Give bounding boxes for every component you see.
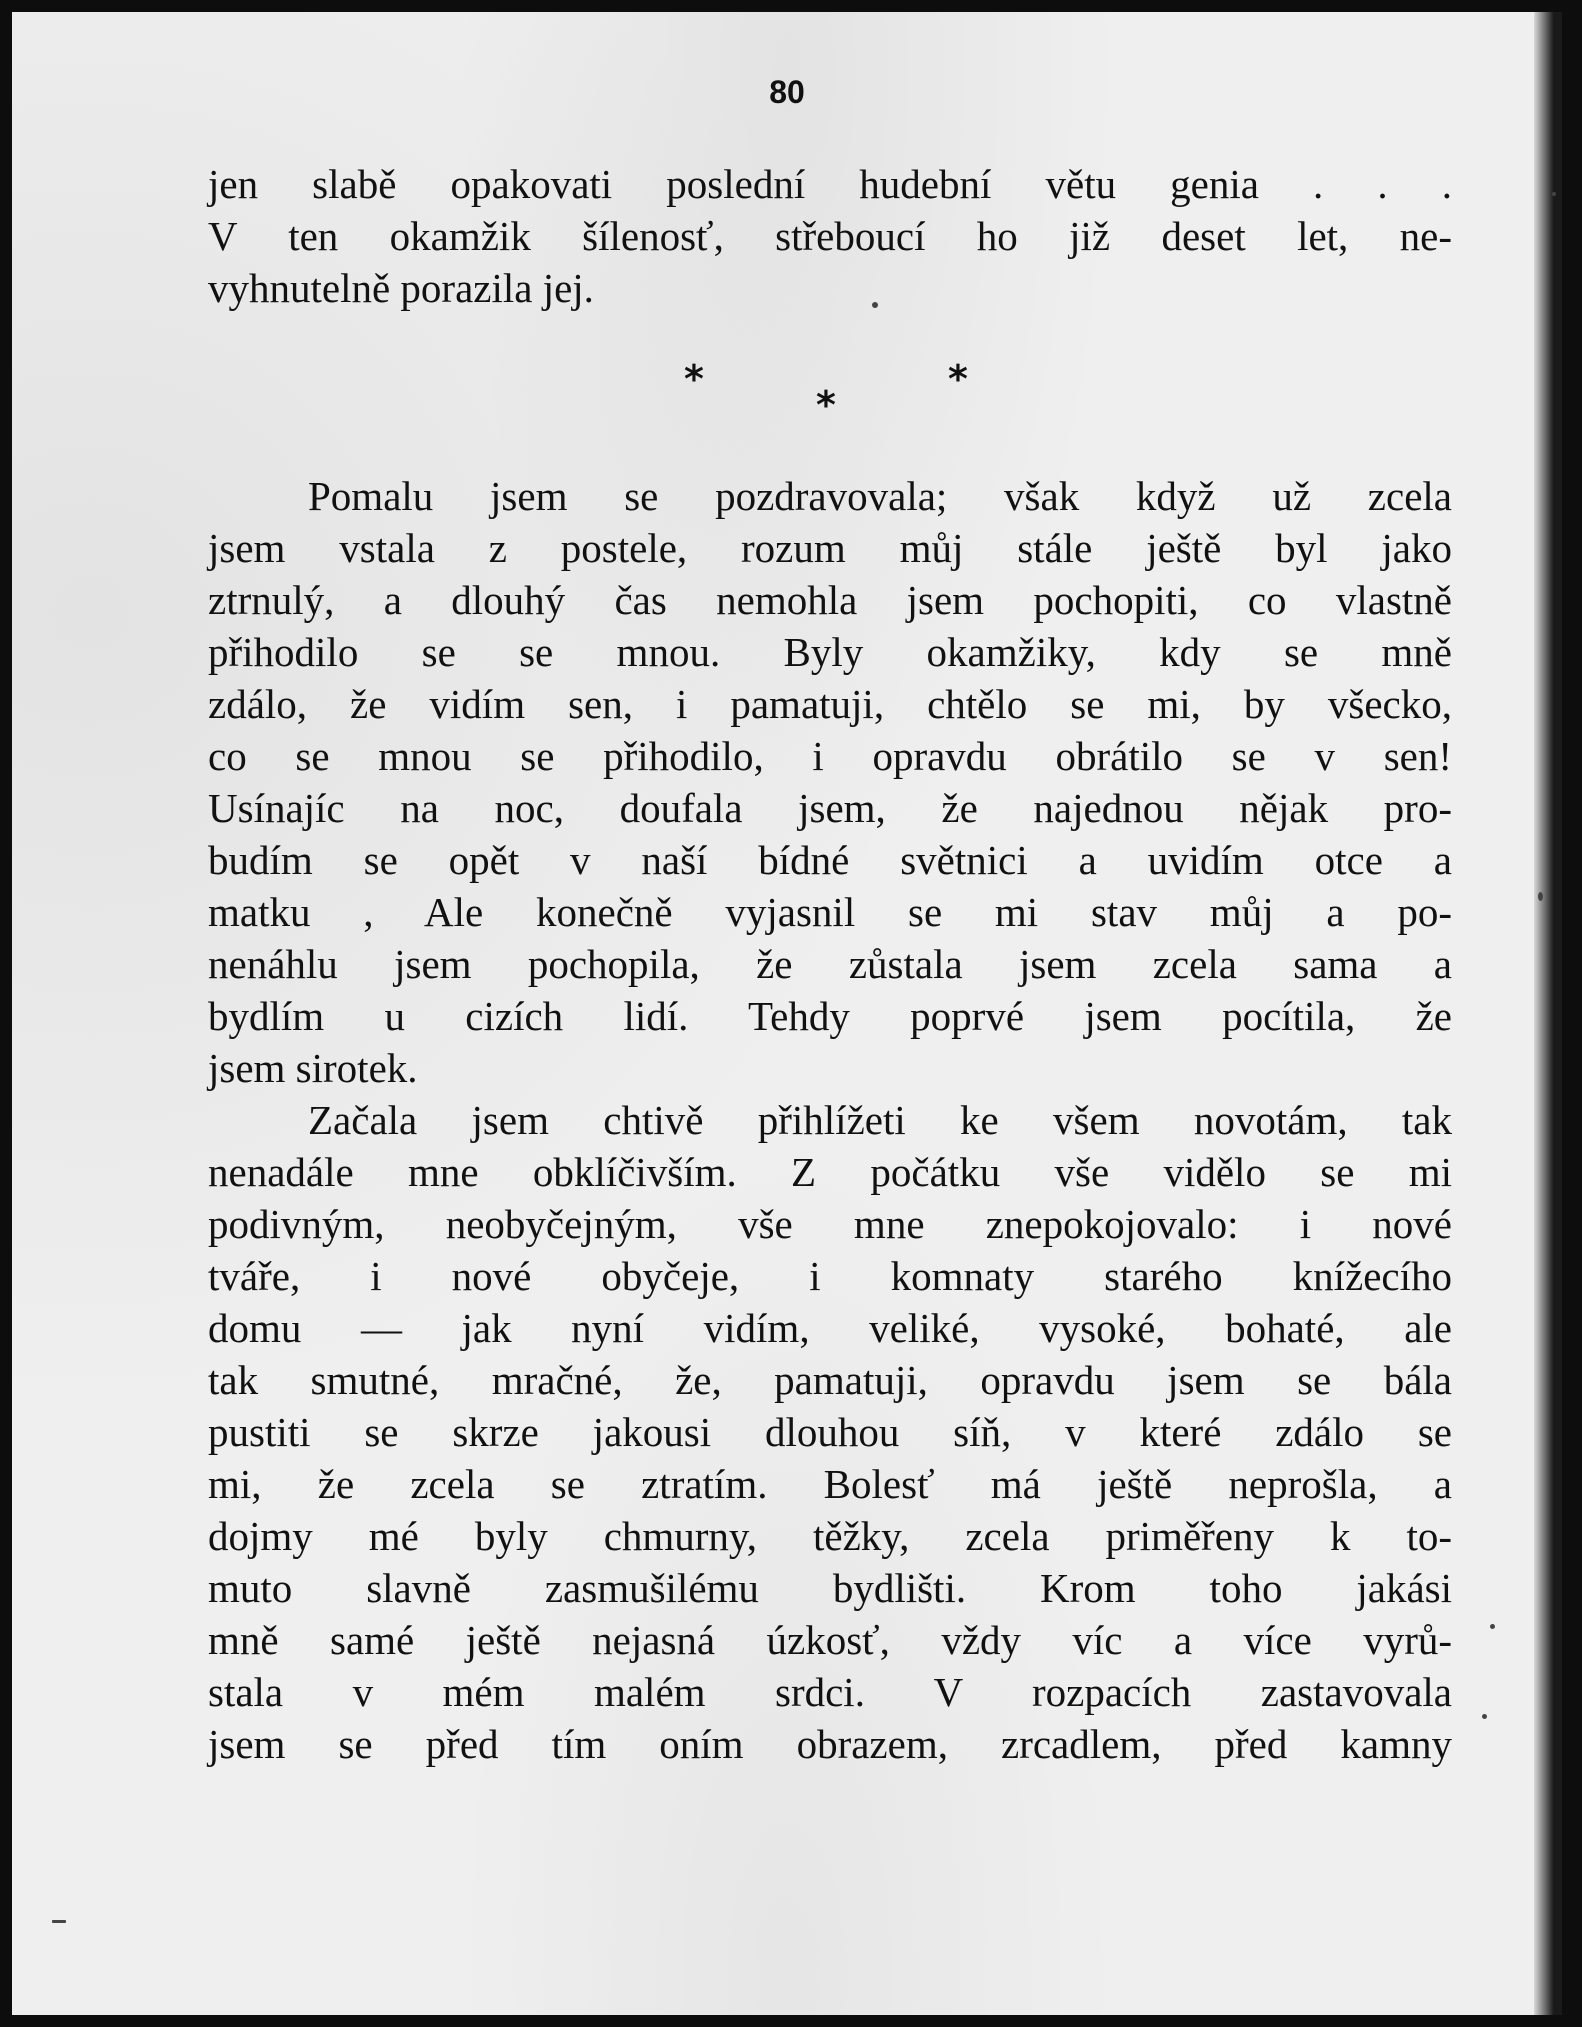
- scan-speck: [52, 1920, 66, 1923]
- text-line: jsem se před tím oním obrazem, zrcadlem, před kamny: [208, 1721, 1452, 1767]
- book-page: [12, 12, 1562, 2015]
- text-line: mně samé ještě nejasná úzkosť, vždy víc a více vyrů-: [208, 1617, 1452, 1663]
- scan-speck: [872, 302, 878, 308]
- text-line: jsem sirotek.: [208, 1045, 418, 1091]
- text-line: nenáhlu jsem pochopila, že zůstala jsem zcela sama a: [208, 941, 1452, 987]
- text-line: jsem vstala z postele, rozum můj stále ještě byl jako: [208, 525, 1452, 571]
- text-line: dojmy mé byly chmurny, těžky, zcela priměřeny k to-: [208, 1513, 1452, 1559]
- text-line: nenadále mne obklíčivším. Z počátku vše vidělo se mi: [208, 1149, 1452, 1195]
- asterisk-left: *: [684, 357, 704, 401]
- text-line: matku , Ale konečně vyjasnil se mi stav můj a po-: [208, 889, 1452, 935]
- text-line: Usínajíc na noc, doufala jsem, že najednou nějak pro-: [208, 785, 1452, 831]
- text-line: vyhnutelně porazila jej.: [208, 265, 594, 311]
- text-line: co se mnou se přihodilo, i opravdu obrátilo se v sen!: [208, 733, 1452, 779]
- scan-speck: [1482, 1714, 1487, 1719]
- scan-speck: [1538, 892, 1543, 901]
- main-text: [208, 470, 1452, 1770]
- text-line: bydlím u cizích lidí. Tehdy poprvé jsem pocítila, že: [208, 993, 1452, 1039]
- text-line: pustiti se skrze jakousi dlouhou síň, v které zdálo se: [208, 1409, 1452, 1455]
- text-line: přihodilo se se mnou. Byly okamžiky, kdy se mně: [208, 629, 1452, 675]
- text-line: budím se opět v naší bídné světnici a uvidím otce a: [208, 837, 1452, 883]
- text-line: ztrnulý, a dlouhý čas nemohla jsem pochopiti, co vlastně: [208, 577, 1452, 623]
- page-number: 80: [769, 74, 805, 110]
- text-line: stala v mém malém srdci. V rozpacích zastavovala: [208, 1669, 1452, 1715]
- section-separator: [12, 357, 1562, 427]
- text-line: podivným, neobyčejným, vše mne znepokojovalo: i nové: [208, 1201, 1452, 1247]
- text-line: V ten okamžik šílenosť, střeboucí ho již deset let, ne-: [208, 213, 1452, 259]
- text-line: zdálo, že vidím sen, i pamatuji, chtělo se mi, by všecko,: [208, 681, 1452, 727]
- text-line: muto slavně zasmušilému bydlišti. Krom toho jakási: [208, 1565, 1452, 1611]
- scan-speck: [1552, 192, 1556, 196]
- text-line: tváře, i nové obyčeje, i komnaty starého knížecího: [208, 1253, 1452, 1299]
- text-line: domu — jak nyní vidím, veliké, vysoké, bohaté, ale: [208, 1305, 1452, 1351]
- scan-speck: [1490, 1624, 1495, 1629]
- page-edge-shadow: [1534, 12, 1562, 2015]
- paragraph-continuation: [208, 158, 1452, 314]
- text-line: jen slabě opakovati poslední hudební větu genia . . .: [208, 161, 1452, 207]
- text-line: Pomalu jsem se pozdravovala; však když už zcela: [308, 473, 1452, 519]
- asterisk-right: *: [948, 357, 968, 401]
- text-line: tak smutné, mračné, že, pamatuji, opravdu jsem se bála: [208, 1357, 1452, 1403]
- text-line: Začala jsem chtivě přihlížeti ke všem novotám, tak: [308, 1097, 1452, 1143]
- text-line: mi, že zcela se ztratím. Bolesť má ještě neprošla, a: [208, 1461, 1452, 1507]
- asterisk-center: *: [816, 383, 836, 427]
